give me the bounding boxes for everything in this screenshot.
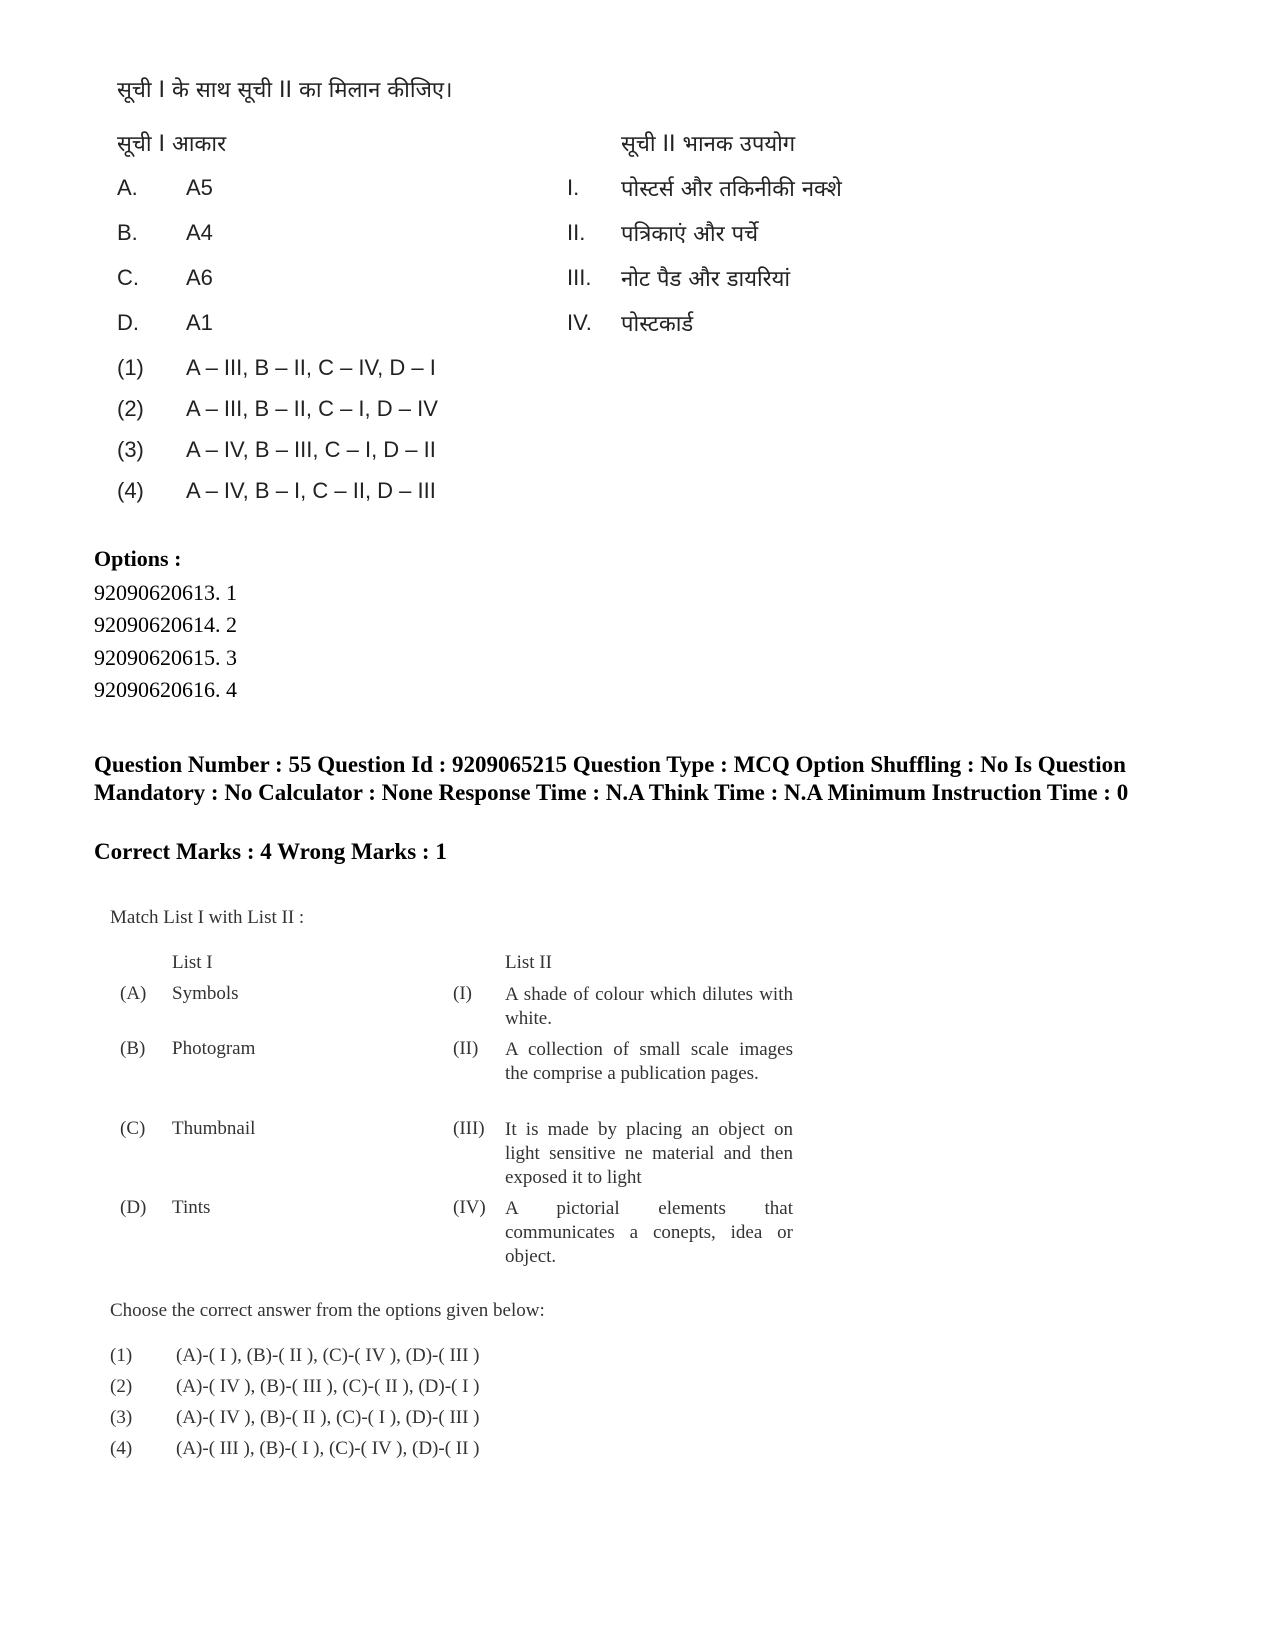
option-item: 92090620613. 1: [94, 580, 237, 605]
english-choice-number: (3): [110, 1407, 133, 1428]
hindi-list2-label: III.: [567, 265, 592, 290]
hindi-choice-text: A – III, B – II, C – I, D – IV: [186, 396, 438, 421]
english-list1-item: Thumbnail: [172, 1118, 256, 1139]
english-list2-header: List II: [505, 952, 552, 973]
hindi-choice-text: A – IV, B – III, C – I, D – II: [186, 437, 436, 462]
hindi-choice-number: (4): [117, 478, 144, 503]
english-list2-item: A shade of colour which dilutes with white.: [505, 984, 793, 1029]
hindi-list2-item: नोट पैड और डायरियां: [621, 267, 791, 292]
english-choice-text: (A)-( III ), (B)-( I ), (C)-( IV ), (D)-( II ): [176, 1438, 480, 1459]
english-list2-label: (II): [453, 1038, 479, 1059]
english-list2-label: (III): [453, 1118, 485, 1139]
english-list2-label: (I): [453, 983, 472, 1004]
english-list1-label: (A): [120, 983, 147, 1004]
hindi-choice-number: (2): [117, 396, 144, 421]
english-choice-text: (A)-( IV ), (B)-( III ), (C)-( II ), (D)-( I ): [176, 1376, 480, 1397]
option-item: 92090620614. 2: [94, 612, 237, 637]
english-choice-text: (A)-( IV ), (B)-( II ), (C)-( I ), (D)-( III ): [176, 1407, 480, 1428]
hindi-choice-text: A – III, B – II, C – IV, D – I: [186, 355, 436, 380]
hindi-list2-header: सूची II भानक उपयोग: [621, 132, 796, 157]
english-list1-item: Tints: [172, 1197, 211, 1218]
hindi-list1-item: A6: [186, 265, 213, 290]
hindi-list1-header: सूची I आकार: [117, 132, 227, 157]
hindi-choice-number: (3): [117, 437, 144, 462]
hindi-list1-item: A5: [186, 175, 213, 200]
english-list2-item: It is made by placing an object on light sensitive ne material and then exposed it to light: [505, 1119, 793, 1188]
hindi-list1-item: A1: [186, 310, 213, 335]
english-list1-label: (B): [120, 1038, 146, 1059]
hindi-choice-text: A – IV, B – I, C – II, D – III: [186, 478, 436, 503]
option-item: 92090620615. 3: [94, 645, 237, 670]
hindi-list2-label: IV.: [567, 310, 592, 335]
english-list1-item: Symbols: [172, 983, 239, 1004]
english-choice-text: (A)-( I ), (B)-( II ), (C)-( IV ), (D)-( III ): [176, 1345, 480, 1366]
english-instruction: Match List I with List II :: [110, 907, 305, 928]
hindi-list1-label: B.: [117, 220, 138, 245]
hindi-instruction: सूची I के साथ सूची II का मिलान कीजिए।: [117, 78, 453, 103]
question-meta: Question Number : 55 Question Id : 9209065215 Question Type : MCQ Option Shuffling : No Is Question Mandatory : No Calculator : None Response Time : N.A Think Time : N.A Minimum Instruction Time : 0: [94, 752, 1129, 805]
hindi-list1-item: A4: [186, 220, 213, 245]
english-choice-number: (4): [110, 1438, 133, 1459]
english-list2-item: A collection of small scale images the comprise a publication pages.: [505, 1039, 793, 1084]
english-choice-number: (2): [110, 1376, 133, 1397]
english-list1-label: (D): [120, 1197, 147, 1218]
hindi-list2-item: पोस्टकार्ड: [621, 312, 694, 337]
hindi-list2-label: II.: [567, 220, 586, 245]
option-item: 92090620616. 4: [94, 677, 237, 702]
marks-info: Correct Marks : 4 Wrong Marks : 1: [94, 839, 447, 864]
english-list2-label: (IV): [453, 1197, 486, 1218]
english-choose-text: Choose the correct answer from the options given below:: [110, 1300, 545, 1321]
hindi-list1-label: D.: [117, 310, 139, 335]
hindi-list1-label: C.: [117, 265, 139, 290]
english-list1-header: List I: [172, 952, 213, 973]
hindi-list2-label: I.: [567, 175, 580, 200]
hindi-list1-label: A.: [117, 175, 138, 200]
english-list1-item: Photogram: [172, 1038, 256, 1059]
english-list2-item: A pictorial elements that communicates a conepts, idea or object.: [505, 1198, 793, 1267]
hindi-list2-item: पोस्टर्स और तकिनीकी नक्शे: [621, 177, 842, 202]
hindi-choice-number: (1): [117, 355, 144, 380]
english-list1-label: (C): [120, 1118, 146, 1139]
english-choice-number: (1): [110, 1345, 133, 1366]
options-heading: Options :: [94, 546, 182, 571]
hindi-list2-item: पत्रिकाएं और पर्चे: [621, 222, 759, 247]
